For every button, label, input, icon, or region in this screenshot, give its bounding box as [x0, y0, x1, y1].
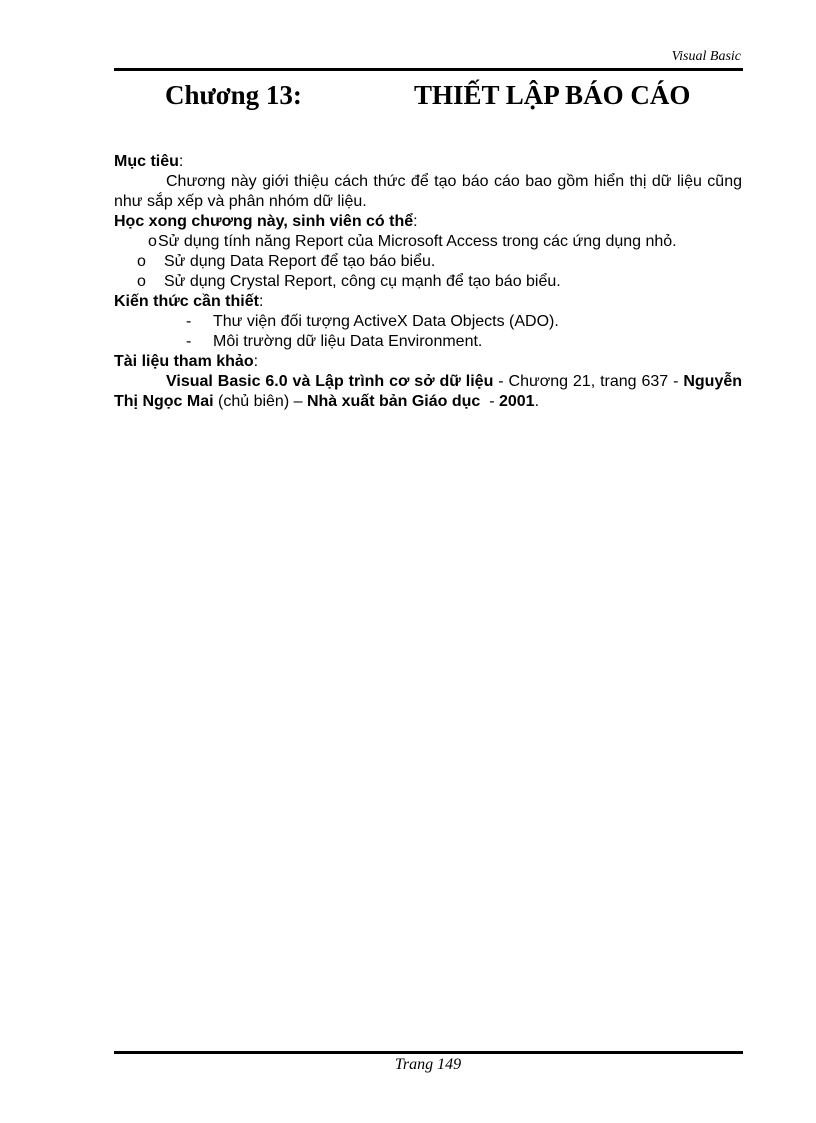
header-rule — [114, 68, 743, 71]
outcome-item — [114, 232, 742, 252]
reference-separator: - — [480, 393, 499, 410]
prerequisite-item-text: Thư viện đối tượng ActiveX Data Objects (ADO). — [213, 313, 559, 330]
chapter-name: THIẾT LẬP BÁO CÁO — [414, 80, 691, 110]
outcomes-heading-text: Học xong chương này, sinh viên có thể — [114, 213, 414, 230]
reference-entry — [114, 372, 742, 412]
circle-bullet-icon: o — [137, 253, 146, 270]
outcome-item — [114, 252, 742, 272]
prerequisites-heading-text: Kiến thức cần thiết — [114, 293, 259, 310]
chapter-intro — [114, 152, 742, 412]
reference-role: (chủ biên) – — [213, 393, 307, 410]
footer-rule — [114, 1051, 743, 1054]
reference-year: 2001 — [498, 393, 535, 410]
reference-location: - Chương 21, trang 637 - — [493, 373, 684, 390]
references-heading-text: Tài liệu tham khảo — [114, 353, 254, 370]
outcome-item-text: Sử dụng tính năng Report của Microsoft Access trong các ứng dụng nhỏ. — [158, 233, 677, 250]
reference-publisher: Nhà xuất bản Giáo dục — [306, 393, 481, 410]
circle-bullet-icon: o — [148, 233, 157, 250]
outcomes-heading: Học xong chương này, sinh viên có thể: — [114, 213, 418, 230]
objectives-heading-text: Mục tiêu — [114, 153, 179, 170]
objectives-text: Chương này giới thiệu cách thức để tạo báo cáo bao gồm hiển thị dữ liệu cũng như sắp xếp và phân nhóm dữ liệu. — [114, 173, 742, 210]
outcome-item-text: Sử dụng Crystal Report, công cụ mạnh để tạo báo biểu. — [164, 273, 561, 290]
page-number: Trang 149 — [394, 1056, 462, 1073]
reference-author: Nguyễn Thị Ngọc Mai — [114, 373, 743, 410]
prerequisite-item — [114, 332, 742, 352]
objectives-heading: Mục tiêu: — [114, 153, 184, 170]
prerequisite-item-text: Môi trường dữ liệu Data Environment. — [213, 333, 483, 350]
dash-bullet-icon: - — [186, 333, 192, 350]
reference-end: . — [534, 393, 540, 410]
outcome-item — [114, 272, 742, 292]
references-heading: Tài liệu tham khảo: — [114, 353, 259, 370]
chapter-number: Chương 13: — [165, 80, 302, 110]
circle-bullet-icon: o — [137, 273, 146, 290]
reference-book-title: Visual Basic 6.0 và Lập trình cơ sở dữ liệu — [166, 373, 494, 390]
chapter-title — [0, 80, 816, 116]
outcome-item-text: Sử dụng Data Report để tạo báo biểu. — [164, 253, 436, 270]
running-header: Visual Basic — [671, 49, 741, 64]
dash-bullet-icon: - — [186, 313, 192, 330]
prerequisite-item — [114, 312, 742, 332]
prerequisites-heading: Kiến thức cần thiết: — [114, 293, 264, 310]
